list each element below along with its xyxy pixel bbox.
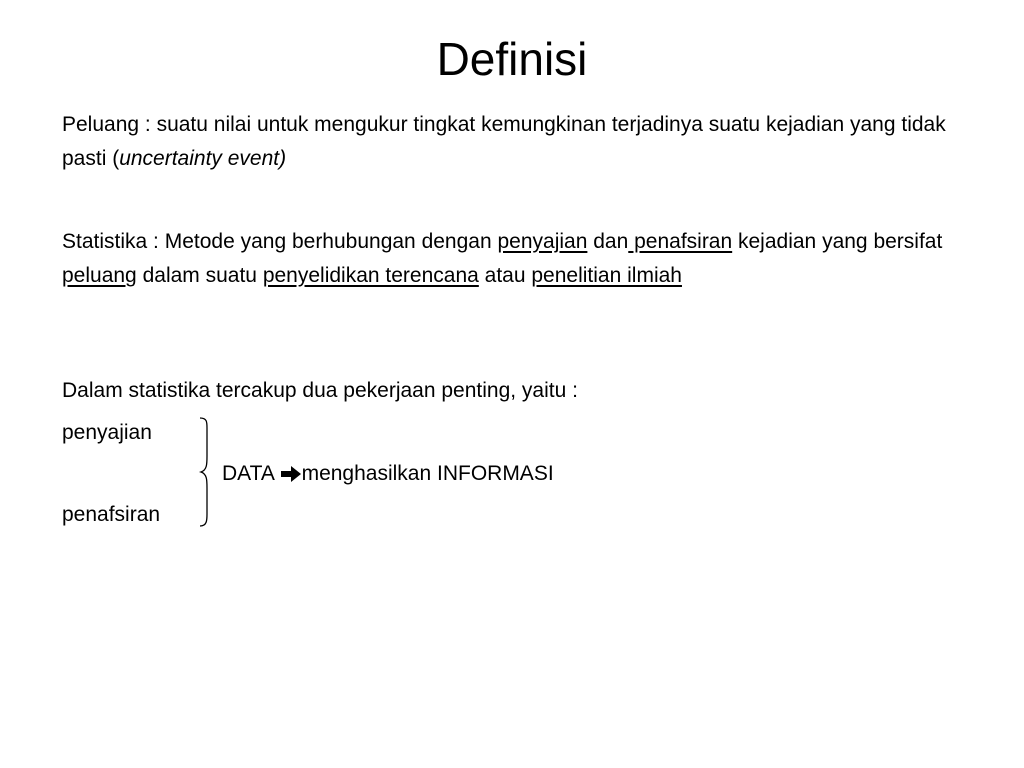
data-flow-line (222, 457, 554, 491)
term-penelitian-ilmiah: penelitian ilmiah (531, 264, 682, 287)
definition-peluang (62, 108, 962, 176)
right-curly-brace-icon (196, 416, 220, 528)
term-penyelidikan-terencana: penyelidikan terencana (262, 264, 479, 287)
statistika-text-2: dan (587, 230, 629, 253)
term-peluang: peluang (62, 264, 137, 287)
task-item-penafsiran: penafsiran (62, 503, 161, 526)
definition-peluang-text: Peluang : suatu nilai untuk mengukur tingkat kemungkinan terjadinya suatu kejadian yang tidak pasti ( (62, 113, 946, 170)
right-arrow-icon (280, 465, 302, 483)
term-penafsiran: penafsiran (628, 230, 733, 253)
term-penyajian: penyajian (497, 230, 588, 253)
statistika-text-3: kejadian yang bersifat (732, 230, 943, 253)
statistika-text-4: dalam suatu (136, 264, 263, 287)
task-item-penyajian: penyajian (62, 421, 152, 444)
result-label: menghasilkan INFORMASI (301, 462, 554, 485)
slide-title: Definisi (436, 33, 588, 85)
definition-peluang-italic: uncertainty event) (119, 147, 287, 170)
data-label: DATA (222, 462, 274, 485)
statistika-text-5: atau (478, 264, 532, 287)
statistika-text-1: Statistika : Metode yang berhubungan dengan (62, 230, 498, 253)
statistika-tasks-intro: Dalam statistika tercakup dua pekerjaan penting, yaitu : (62, 379, 578, 402)
definition-statistika (62, 225, 962, 293)
